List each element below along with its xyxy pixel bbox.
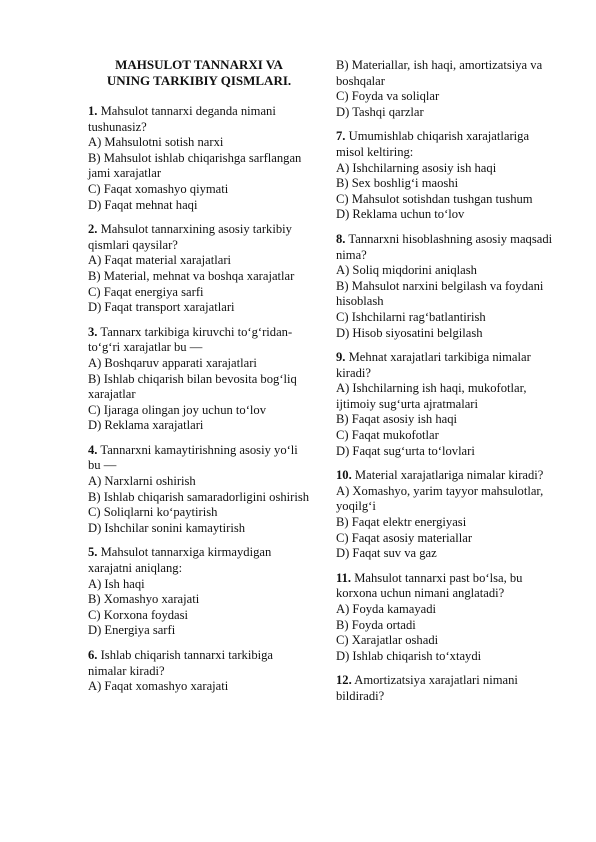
option-d: D) Ishchilar sonini kamaytirish — [88, 520, 246, 535]
option-d: D) Ishlab chiqarish to‘xtaydi — [336, 648, 482, 663]
question-text: Tannarx tarkibiga kiruvchi to‘g‘ridan-to‘g‘ri xarajatlar bu — — [88, 324, 293, 355]
option-b: B) Mahsulot narxini belgilash va foydani hisoblash — [336, 278, 544, 309]
option-a: A) Mahsulotni sotish narxi — [88, 135, 224, 150]
option-c: C) Ijaraga olingan joy uchun to‘lov — [88, 402, 267, 417]
option-c: C) Faqat xomashyo qiymati — [88, 181, 229, 196]
right-column — [336, 58, 558, 714]
question-number: 10. — [336, 468, 352, 483]
option-b: B) Faqat elektr energiyasi — [336, 515, 467, 530]
question-2 — [88, 222, 310, 316]
question-5 — [88, 545, 310, 639]
question-number: 6. — [88, 648, 98, 662]
option-d: D) Faqat transport xarajatlari — [88, 300, 235, 315]
option-b: B) Materiallar, ish haqi, amortizatsiya va boshqalar — [336, 58, 543, 88]
option-b: B) Mahsulot ishlab chiqarishga sarflangan jami xarajatlar — [88, 150, 302, 181]
question-text: Tannarxni hisoblashning asosiy maqsadi nima? — [336, 231, 553, 262]
title-line-1: MAHSULOT TANNARXI VA — [115, 57, 283, 72]
option-a: A) Ishchilarning ish haqi, mukofotlar, ijtimoiy sug‘urta ajratmalari — [336, 381, 527, 411]
option-b: B) Xomashyo xarajati — [88, 592, 200, 607]
question-number: 1. — [88, 104, 98, 118]
question-number: 11. — [336, 570, 352, 585]
question-text: Tannarxni kamaytirishning asosiy yo‘li bu — — [88, 442, 298, 473]
option-d: D) Energiya sarfi — [88, 623, 176, 638]
option-c: C) Soliqlarni ko‘paytirish — [88, 505, 218, 520]
question-number: 3. — [88, 324, 98, 339]
option-a: A) Xomashyo, yarim tayyor mahsulotlar, yoqilg‘i — [336, 483, 544, 514]
option-c: C) Foyda va soliqlar — [336, 89, 440, 104]
question-number: 8. — [336, 231, 346, 246]
option-b: B) Faqat asosiy ish haqi — [336, 412, 458, 427]
option-c: C) Faqat mukofotlar — [336, 428, 439, 443]
option-d: D) Faqat sug‘urta to‘lovlari — [336, 443, 475, 458]
option-a: A) Ishchilarning asosiy ish haqi — [336, 160, 497, 175]
question-text: Mehnat xarajatlari tarkibiga nimalar kiradi? — [336, 350, 531, 380]
option-a: A) Soliq miqdorini aniqlash — [336, 263, 477, 278]
option-b: B) Sex boshlig‘i maoshi — [336, 176, 459, 191]
title-line-2: UNING TARKIBIY QISMLARI. — [106, 73, 292, 88]
option-c: C) Ishchilarni rag‘batlantirish — [336, 309, 486, 324]
question-text: Umumishlab chiqarish xarajatlariga misol keltiring: — [336, 129, 530, 159]
question-9 — [336, 350, 558, 459]
question-12 — [336, 673, 558, 704]
question-text: Mahsulot tannarxiga kirmaydigan xarajatni aniqlang: — [88, 545, 272, 576]
option-a: A) Narxlarni oshirish — [88, 474, 196, 489]
question-text: Material xarajatlariga nimalar kiradi? — [354, 468, 544, 483]
question-number: 4. — [88, 442, 98, 457]
question-number: 7. — [336, 129, 346, 144]
question-text: Ishlab chiqarish tannarxi tarkibiga nimalar kiradi? — [88, 648, 274, 678]
left-column — [88, 57, 310, 704]
question-number: 12. — [336, 673, 352, 688]
option-d: D) Faqat mehnat haqi — [88, 197, 198, 212]
question-4 — [88, 443, 310, 537]
option-b: B) Foyda ortadi — [336, 617, 416, 632]
option-c: C) Mahsulot sotishdan tushgan tushum — [336, 191, 533, 206]
option-d: D) Reklama uchun to‘lov — [336, 207, 465, 222]
page-title — [88, 57, 310, 89]
option-a: A) Ish haqi — [88, 576, 145, 591]
question-6-start — [88, 648, 310, 695]
question-number: 5. — [88, 545, 98, 560]
option-c: C) Xarajatlar oshadi — [336, 633, 439, 648]
question-10 — [336, 468, 558, 562]
option-d: D) Faqat suv va gaz — [336, 546, 437, 561]
question-8 — [336, 232, 558, 341]
option-c: C) Korxona foydasi — [88, 607, 189, 622]
option-a: A) Faqat xomashyo xarajati — [88, 679, 229, 694]
question-text: Mahsulot tannarxi deganda nimani tushunasiz? — [88, 104, 276, 134]
option-c: C) Faqat asosiy materiallar — [336, 530, 473, 545]
question-text: Mahsulot tannarxi past bo‘lsa, bu korxona uchun nimani anglatadi? — [336, 570, 523, 601]
option-c: C) Faqat energiya sarfi — [88, 284, 204, 299]
option-a: A) Faqat material xarajatlari — [88, 253, 232, 268]
question-number: 9. — [336, 350, 346, 365]
question-text: Mahsulot tannarxining asosiy tarkibiy qismlari qaysilar? — [88, 222, 292, 252]
option-b: B) Ishlab chiqarish bilan bevosita bog‘liq xarajatlar — [88, 371, 297, 402]
question-1 — [88, 104, 310, 213]
question-text: Amortizatsiya xarajatlari nimani bildiradi? — [336, 673, 518, 703]
question-7 — [336, 129, 558, 223]
option-a: A) Boshqaruv apparati xarajatlari — [88, 355, 257, 370]
question-number: 2. — [88, 222, 98, 237]
option-d: D) Reklama xarajatlari — [88, 418, 204, 433]
option-d: D) Hisob siyosatini belgilash — [336, 325, 483, 340]
option-a: A) Foyda kamayadi — [336, 602, 437, 616]
question-6-continued — [336, 58, 558, 120]
question-3 — [88, 325, 310, 434]
option-b: B) Ishlab chiqarish samaradorligini oshirish — [88, 489, 310, 504]
option-b: B) Material, mehnat va boshqa xarajatlar — [88, 268, 295, 283]
question-11 — [336, 571, 558, 665]
option-d: D) Tashqi qarzlar — [336, 104, 424, 119]
